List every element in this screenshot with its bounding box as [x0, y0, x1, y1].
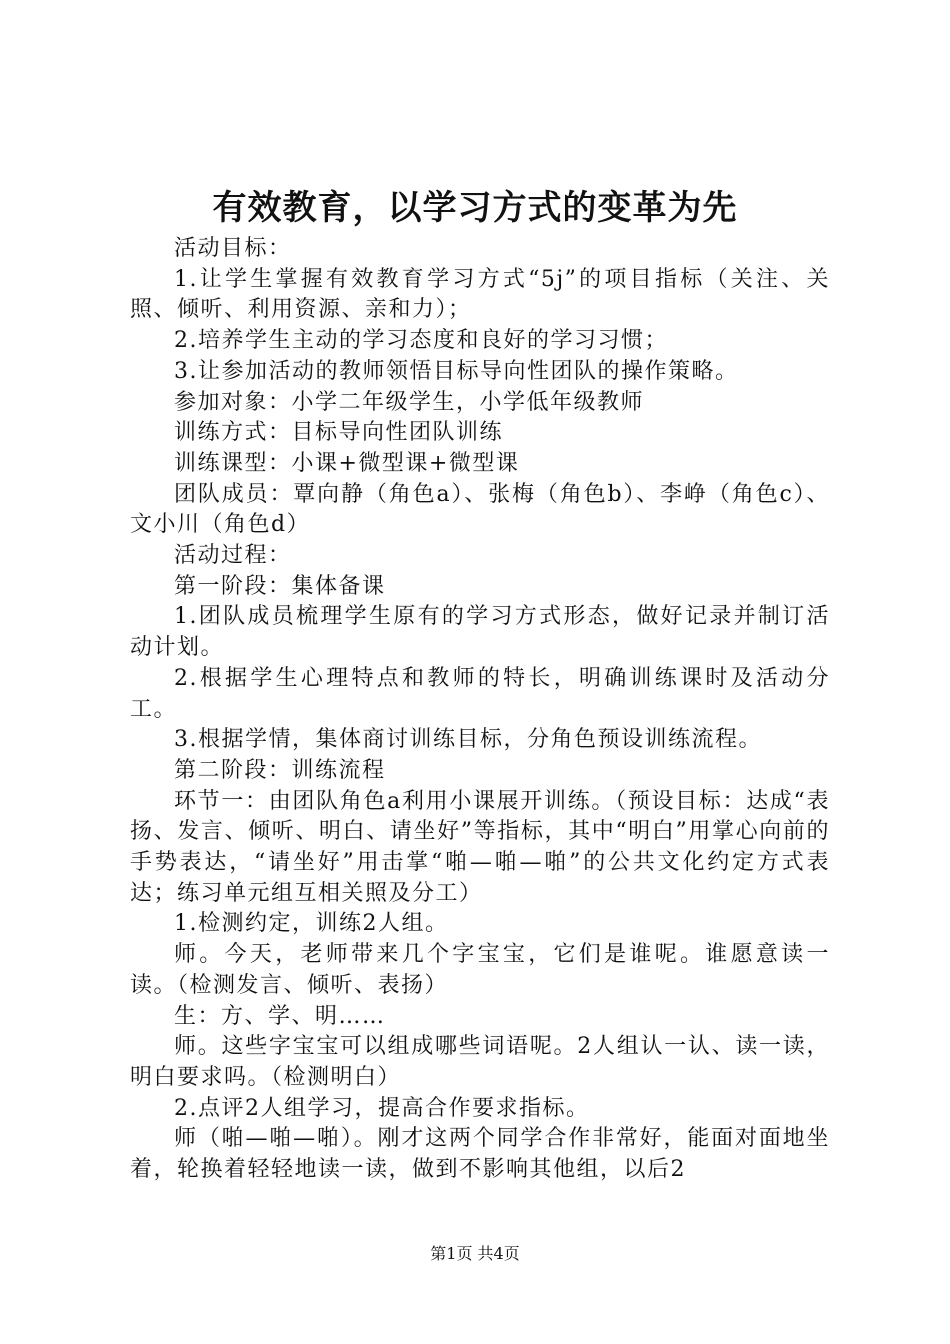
paragraph: 师。这些字宝宝可以组成哪些词语呢。2人组认一认、读一读，明白要求吗。（检测明白） [130, 1034, 830, 1090]
paragraph: 参加对象：小学二年级学生，小学低年级教师 [174, 389, 645, 415]
paragraph: 1.让学生掌握有效教育学习方式“5j”的项目指标（关注、关照、倾听、利用资源、亲和力）； [130, 266, 830, 323]
paragraph: 生：方、学、明…… [174, 1003, 386, 1029]
document-body [130, 234, 830, 1186]
paragraph: 2.根据学生心理特点和教师的特长，明确训练课时及活动分工。 [130, 665, 830, 722]
paragraph: 3.让参加活动的教师领悟目标导向性团队的操作策略。 [174, 358, 739, 384]
paragraph: 第二阶段：训练流程 [174, 757, 386, 783]
document-title: 有效教育，以学习方式的变革为先 [212, 188, 738, 228]
paragraph: 师（啪—啪—啪）。刚才这两个同学合作非常好，能面对面地坐着，轮换着轻轻地读一读，做到不影响其他组，以后2 [130, 1126, 830, 1183]
paragraph: 团队成员：覃向静（角色a）、张梅（角色b）、李峥（角色c）、文小川（角色d） [130, 481, 830, 538]
paragraph: 2.培养学生主动的学习态度和良好的学习习惯； [174, 328, 668, 354]
paragraph: 训练方式：目标导向性团队训练 [174, 420, 504, 446]
paragraph: 第一阶段：集体备课 [174, 573, 386, 599]
paragraph: 训练课型：小课+微型课+微型课 [174, 450, 520, 476]
paragraph: 师。今天，老师带来几个字宝宝，它们是谁呢。谁愿意读一读。（检测发言、倾听、表扬） [130, 942, 830, 998]
paragraph: 2.点评2人组学习，提高合作要求指标。 [174, 1095, 590, 1121]
page-footer: 第1页 共4页 [430, 1244, 520, 1263]
paragraph: 活动过程： [174, 543, 292, 569]
paragraph: 1.检测约定，训练2人组。 [174, 911, 449, 937]
paragraph: 1.团队成员梳理学生原有的学习方式形态，做好记录并制订活动计划。 [130, 604, 830, 661]
paragraph: 3.根据学情，集体商讨训练目标，分角色预设训练流程。 [174, 727, 762, 753]
paragraph: 环节一：由团队角色a利用小课展开训练。（预设目标：达成“表扬、发言、倾听、明白、请坐好”等指标，其中“明白”用掌心向前的手势表达，“请坐好”用击掌“啪—啪—啪”的公共文化约定方式表达；练习单元组互相关照及分工） [130, 788, 830, 906]
paragraph: 活动目标： [174, 236, 292, 261]
